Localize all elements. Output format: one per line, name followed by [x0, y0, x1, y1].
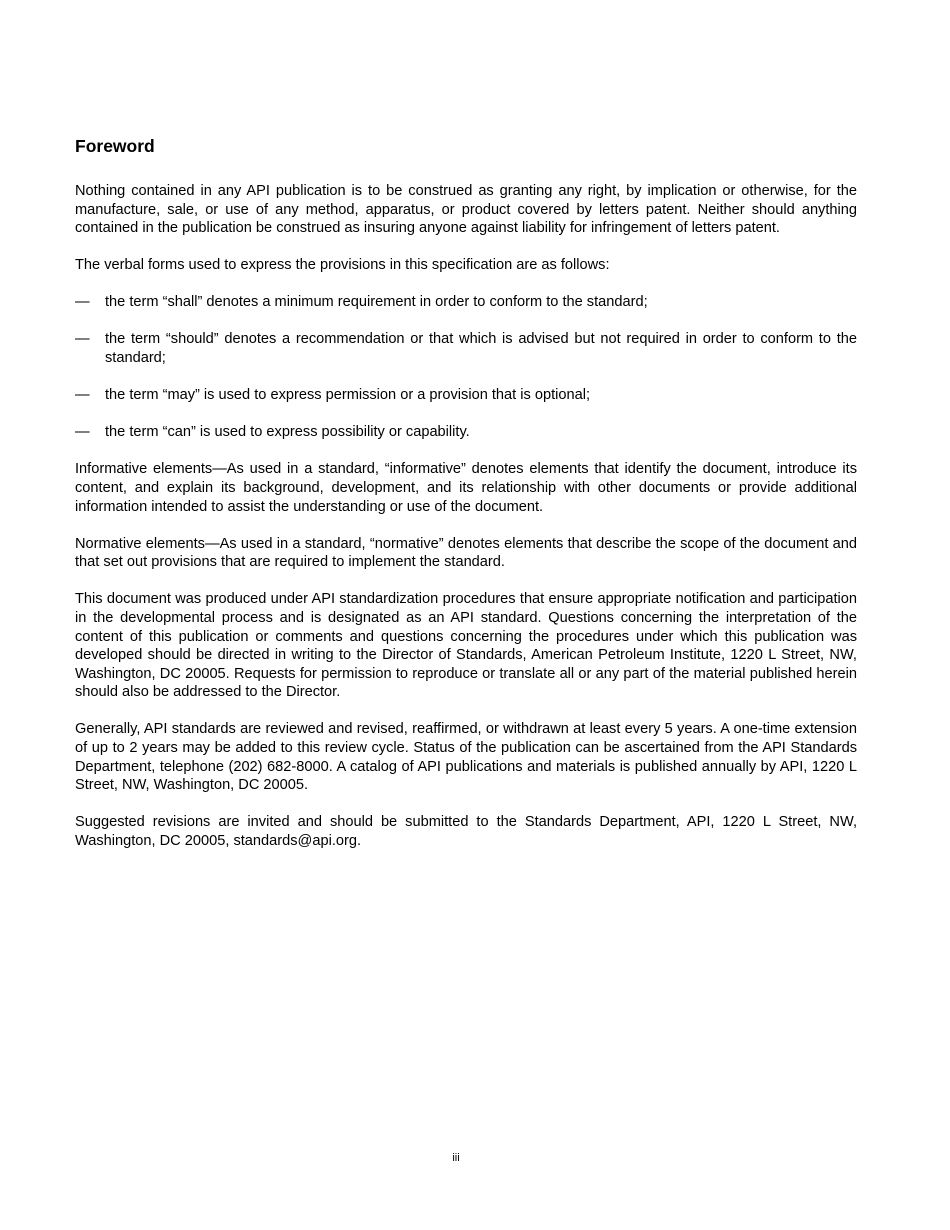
list-item	[75, 293, 857, 312]
paragraph-review-cycle: Generally, API standards are reviewed and revised, reaffirmed, or withdrawn at least every 5 years. A one-time extension of up to 2 years may be added to this review cycle. Status of the publication can be ascertained from the API Standards Department, telephone (202) 682-8000. A catalog of API publications and materials is published annually by API, 1220 L Street, NW, Washington, DC 20005.	[75, 721, 857, 794]
list-dash: —	[75, 424, 90, 441]
section-heading: Foreword	[75, 136, 155, 156]
list-dash: —	[75, 387, 90, 404]
list-dash: —	[75, 294, 90, 311]
list-item-text: the term “can” is used to express possibility or capability.	[105, 424, 470, 441]
paragraph-suggested-revisions: Suggested revisions are invited and should be submitted to the Standards Department, API, 1220 L Street, NW, Washington, DC 20005, standards@api.org.	[75, 814, 857, 849]
paragraph-standardization-procedures: This document was produced under API standardization procedures that ensure appropriate notification and participation in the developmental process and is designated as an API standard. Questions concerning the interpretation of the content of this publication or comments and questions concerning the procedures under which this publication was developed should be directed in writing to the Director of Standards, American Petroleum Institute, 1220 L Street, NW, Washington, DC 20005. Requests for permission to reproduce or translate all or any part of the material published herein should also be addressed to the Director.	[75, 591, 857, 701]
paragraph-verbal-forms-intro: The verbal forms used to express the provisions in this specification are as follows:	[75, 257, 610, 274]
paragraph-patent-disclaimer: Nothing contained in any API publication is to be construed as granting any right, by implication or otherwise, for the manufacture, sale, or use of any method, apparatus, or product covered by letters patent. Neither should anything contained in the publication be construed as insuring anyone against liability for infringement of letters patent.	[75, 183, 857, 237]
foreword-body	[75, 182, 857, 869]
paragraph-normative-elements: Normative elements—As used in a standard, “normative” denotes elements that describe the scope of the document and that set out provisions that are required to implement the standard.	[75, 535, 857, 571]
list-item-text: the term “should” denotes a recommendation or that which is advised but not required in order to conform to the standard;	[105, 331, 857, 367]
list-item-text: the term “may” is used to express permission or a provision that is optional;	[105, 387, 591, 404]
list-item-text: the term “shall” denotes a minimum requirement in order to conform to the standard;	[105, 294, 648, 311]
verbal-forms-list	[75, 293, 857, 441]
list-dash: —	[75, 331, 90, 348]
list-item	[75, 386, 857, 405]
list-item	[75, 423, 857, 442]
document-page	[75, 0, 857, 1230]
list-item	[75, 330, 857, 367]
paragraph-informative-elements: Informative elements—As used in a standard, “informative” denotes elements that identify the document, introduce its content, and explain its background, development, and its relationship with other documents or provide additional information intended to assist the understanding or use of the document.	[75, 461, 857, 515]
page-number: iii	[452, 1152, 460, 1164]
